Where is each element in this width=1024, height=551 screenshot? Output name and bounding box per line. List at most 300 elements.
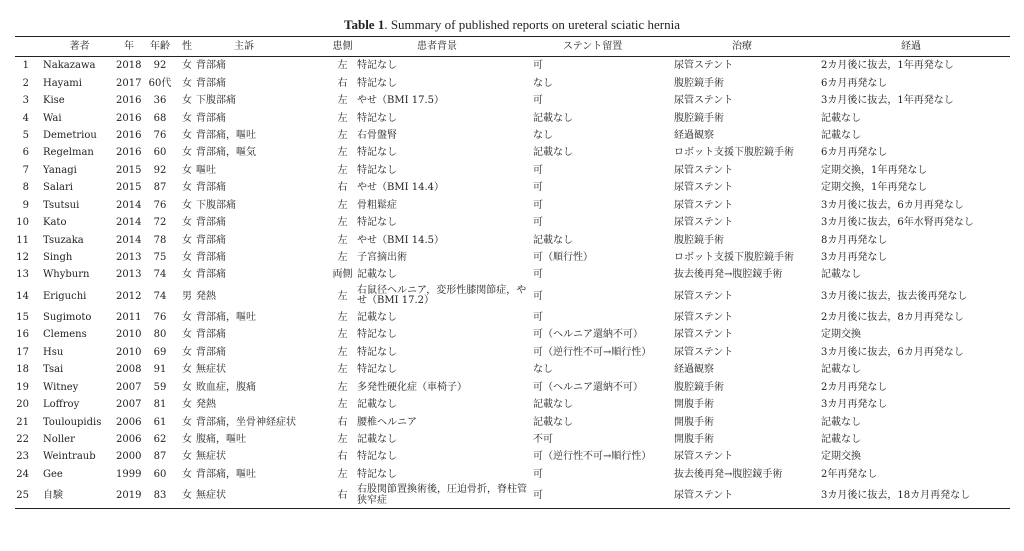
cell-course: 記載なし (821, 433, 861, 445)
cell-age: 72 (153, 217, 167, 229)
table-row (15, 144, 1010, 161)
cell-age: 74 (153, 269, 167, 281)
table-row (15, 284, 1010, 309)
cell-treatment: 尿管ステント (674, 346, 734, 358)
cell-sex: 女 (182, 468, 192, 480)
cell-no: 19 (16, 381, 29, 393)
cell-author: Yanagi (43, 164, 77, 176)
cell-author: Kato (43, 217, 67, 229)
cell-course: 記載なし (821, 364, 861, 376)
cell-background: 腰椎ヘルニア (357, 416, 417, 428)
cell-affected-side: 左 (337, 399, 348, 411)
cell-chief-complaint: 背部痛 (196, 269, 226, 281)
cell-no: 12 (16, 252, 29, 264)
cell-stent: 可 (533, 60, 543, 72)
cell-background: 特記なし (357, 468, 397, 480)
cell-age: 69 (153, 346, 167, 358)
cell-sex: 女 (182, 217, 192, 229)
table-row (15, 361, 1010, 378)
cell-age: 59 (153, 381, 167, 393)
cell-sex: 女 (182, 182, 192, 194)
cell-age: 83 (153, 490, 167, 502)
cell-treatment: 腹腔鏡手術 (674, 112, 724, 124)
cell-age: 62 (153, 433, 167, 445)
cell-year: 2018 (116, 60, 142, 72)
cell-author: Sugimoto (43, 311, 92, 323)
cell-chief-complaint: 背部痛 (196, 77, 226, 89)
cell-chief-complaint: 背部痛，坐骨神経症状 (196, 416, 296, 428)
cell-author: Noller (43, 433, 75, 445)
cell-age: 81 (153, 399, 167, 411)
cell-age: 76 (153, 129, 167, 141)
cell-treatment: 尿管ステント (674, 199, 734, 211)
cell-no: 25 (16, 490, 29, 502)
cell-course: 定期交換，1年再発なし (821, 164, 928, 176)
cell-affected-side: 左 (337, 433, 348, 445)
cell-author: Wai (43, 112, 62, 124)
cell-year: 2013 (116, 252, 142, 264)
table-caption-label: Table 1 (343, 17, 385, 32)
cell-stent: 可 (533, 182, 543, 194)
cell-treatment: 腹腔鏡手術 (674, 381, 724, 393)
cell-treatment: 抜去後再発→腹腔鏡手術 (674, 468, 783, 480)
cell-author: Regelman (43, 147, 94, 159)
header-year: 年 (124, 41, 134, 52)
cell-no: 8 (22, 182, 29, 194)
cell-no: 15 (16, 311, 29, 323)
cell-affected-side: 左 (337, 468, 348, 480)
cell-author: Hayami (43, 77, 82, 89)
cell-stent: 可 (533, 311, 543, 323)
cell-course: 6カ月再発なし (821, 147, 888, 159)
cell-no: 18 (16, 364, 29, 376)
cell-age: 87 (153, 451, 167, 463)
cell-author: Salari (43, 182, 73, 194)
cell-affected-side: 左 (337, 199, 348, 211)
cell-year: 2007 (116, 399, 142, 411)
cell-age: 36 (153, 95, 167, 107)
cell-year: 2012 (116, 290, 142, 302)
cell-sex: 女 (182, 234, 192, 246)
table-row (15, 344, 1010, 361)
cell-sex: 女 (182, 329, 192, 341)
cell-course: 3カ月後に抜去，6カ月再発なし (821, 346, 964, 358)
table-row (15, 74, 1010, 91)
cell-treatment: 経過観察 (674, 129, 714, 141)
table-row (15, 326, 1010, 343)
cell-stent: なし (533, 129, 553, 141)
cell-chief-complaint: 背部痛 (196, 60, 226, 72)
cell-stent: 不可 (533, 433, 553, 445)
table-row (15, 109, 1010, 126)
summary-table (15, 36, 1010, 509)
cell-course: 記載なし (821, 129, 861, 141)
cell-sex: 女 (182, 311, 192, 323)
cell-background: 記載なし (357, 433, 397, 445)
cell-stent: 記載なし (533, 234, 573, 246)
cell-chief-complaint: 発熱 (196, 290, 216, 302)
table-row (15, 127, 1010, 144)
cell-no: 21 (16, 416, 29, 428)
cell-course: 3カ月後に抜去，1年再発なし (821, 95, 954, 107)
cell-no: 4 (22, 112, 29, 124)
cell-sex: 女 (182, 199, 192, 211)
cell-author: 自験 (43, 490, 63, 502)
cell-age: 91 (153, 364, 167, 376)
cell-no: 24 (16, 468, 29, 480)
cell-no: 2 (22, 77, 29, 89)
cell-sex: 女 (182, 399, 192, 411)
cell-no: 5 (22, 129, 29, 141)
cell-year: 2016 (116, 112, 142, 124)
cell-background: 右股関節置換術後，圧迫骨折，脊柱管狭窄症 (357, 484, 527, 506)
cell-background: 記載なし (357, 269, 397, 281)
cell-stent: 可（逆行性不可→順行性） (533, 346, 652, 358)
cell-year: 2015 (116, 164, 142, 176)
cell-no: 7 (22, 164, 29, 176)
cell-background: 右骨盤腎 (357, 129, 397, 141)
cell-year: 2000 (116, 451, 142, 463)
cell-affected-side: 左 (337, 381, 348, 393)
cell-course: 8カ月再発なし (821, 234, 888, 246)
cell-course: 記載なし (821, 112, 861, 124)
cell-treatment: 尿管ステント (674, 290, 734, 302)
cell-treatment: 尿管ステント (674, 164, 734, 176)
cell-background: 右鼠径ヘルニア，変形性膝関節症，やせ（BMI 17.2） (357, 284, 527, 307)
cell-treatment: 尿管ステント (674, 217, 734, 229)
cell-sex: 女 (182, 77, 192, 89)
cell-sex: 女 (182, 164, 192, 176)
cell-affected-side: 右 (337, 182, 348, 194)
cell-stent: 記載なし (533, 399, 573, 411)
cell-treatment: 尿管ステント (674, 95, 734, 107)
cell-sex: 女 (182, 451, 192, 463)
cell-author: Nakazawa (43, 60, 96, 72)
cell-no: 11 (16, 234, 29, 246)
cell-sex: 男 (182, 290, 192, 302)
cell-course: 記載なし (821, 416, 861, 428)
table-row (15, 448, 1010, 465)
cell-course: 3カ月後に抜去，6カ月再発なし (821, 199, 964, 211)
cell-sex: 女 (182, 112, 192, 124)
header-background: 患者背景 (417, 41, 457, 52)
cell-sex: 女 (182, 346, 192, 358)
cell-no: 17 (16, 346, 29, 358)
cell-stent: 可 (533, 217, 543, 229)
cell-chief-complaint: 背部痛 (196, 217, 226, 229)
cell-author: Tsutsui (43, 199, 80, 211)
cell-affected-side: 両側 (332, 269, 353, 281)
cell-author: Tsuzaka (43, 234, 84, 246)
cell-year: 2011 (116, 311, 142, 323)
cell-stent: 可（逆行性不可→順行性） (533, 451, 652, 463)
cell-course: 定期交換，1年再発なし (821, 182, 928, 194)
cell-year: 2016 (116, 147, 142, 159)
cell-sex: 女 (182, 381, 192, 393)
cell-chief-complaint: 背部痛，嘔吐 (196, 468, 256, 480)
cell-treatment: 尿管ステント (674, 451, 734, 463)
cell-stent: なし (533, 77, 553, 89)
cell-course: 3カ月再発なし (821, 252, 888, 264)
table-row (15, 378, 1010, 395)
cell-background: やせ（BMI 17.5） (357, 95, 444, 107)
cell-affected-side: 右 (337, 77, 348, 89)
cell-affected-side: 左 (337, 290, 348, 302)
cell-treatment: 開腹手術 (674, 433, 714, 445)
cell-author: Witney (43, 381, 79, 393)
cell-chief-complaint: 背部痛，嘔気 (196, 147, 256, 159)
cell-stent: 記載なし (533, 112, 573, 124)
cell-course: 記載なし (821, 269, 861, 281)
cell-sex: 女 (182, 60, 192, 72)
cell-author: Singh (43, 252, 73, 264)
table-caption (0, 17, 1024, 33)
cell-treatment: ロボット支援下腹腔鏡手術 (674, 147, 794, 159)
cell-background: やせ（BMI 14.5） (357, 234, 444, 246)
cell-age: 92 (153, 164, 167, 176)
cell-background: 多発性硬化症（車椅子） (357, 381, 467, 393)
cell-author: Whyburn (43, 269, 90, 281)
table-row (15, 92, 1010, 109)
cell-sex: 女 (182, 364, 192, 376)
cell-author: Eriguchi (43, 290, 87, 302)
cell-course: 3カ月再発なし (821, 399, 888, 411)
cell-year: 2016 (116, 129, 142, 141)
cell-treatment: 開腹手術 (674, 416, 714, 428)
cell-background: 特記なし (357, 217, 397, 229)
cell-no: 20 (16, 399, 29, 411)
cell-chief-complaint: 発熱 (196, 399, 216, 411)
cell-chief-complaint: 腹痛，嘔吐 (196, 433, 246, 445)
table-row (15, 466, 1010, 483)
cell-sex: 女 (182, 490, 192, 502)
table-caption-text: . Summary of published reports on ureteral sciatic hernia (384, 17, 680, 32)
cell-treatment: 腹腔鏡手術 (674, 234, 724, 246)
cell-author: Loffroy (43, 399, 80, 411)
cell-treatment: 抜去後再発→腹腔鏡手術 (674, 269, 783, 281)
table-row (15, 396, 1010, 413)
cell-no: 22 (16, 433, 29, 445)
cell-stent: 可 (533, 95, 543, 107)
cell-sex: 女 (182, 416, 192, 428)
cell-course: 2カ月後に抜去，8カ月再発なし (821, 311, 964, 323)
cell-chief-complaint: 背部痛 (196, 234, 226, 246)
cell-affected-side: 右 (337, 416, 348, 428)
cell-treatment: 尿管ステント (674, 329, 734, 341)
cell-affected-side: 左 (337, 346, 348, 358)
cell-sex: 女 (182, 95, 192, 107)
cell-chief-complaint: 背部痛 (196, 112, 226, 124)
cell-treatment: 腹腔鏡手術 (674, 77, 724, 89)
cell-affected-side: 左 (337, 112, 348, 124)
cell-treatment: 尿管ステント (674, 182, 734, 194)
cell-treatment: 経過観察 (674, 364, 714, 376)
cell-chief-complaint: 背部痛 (196, 346, 226, 358)
cell-chief-complaint: 背部痛，嘔吐 (196, 311, 256, 323)
table-row (15, 309, 1010, 326)
cell-stent: 可（ヘルニア還納不可） (533, 329, 643, 341)
cell-author: Hsu (43, 346, 64, 358)
cell-author: Kise (43, 95, 65, 107)
table-header-row (15, 37, 1010, 57)
cell-no: 16 (16, 329, 29, 341)
header-affected-side: 患側 (332, 41, 353, 52)
cell-year: 2014 (116, 199, 142, 211)
cell-sex: 女 (182, 252, 192, 264)
cell-treatment: 開腹手術 (674, 399, 714, 411)
cell-background: 特記なし (357, 77, 397, 89)
cell-age: 60 (153, 468, 167, 480)
cell-year: 2019 (116, 490, 142, 502)
cell-affected-side: 左 (337, 164, 348, 176)
cell-background: 記載なし (357, 399, 397, 411)
cell-affected-side: 左 (337, 95, 348, 107)
cell-background: 骨粗鬆症 (357, 199, 397, 211)
cell-year: 2006 (116, 433, 142, 445)
cell-course: 定期交換 (821, 451, 861, 463)
cell-chief-complaint: 敗血症，腹痛 (196, 381, 256, 393)
cell-treatment: 尿管ステント (674, 490, 734, 502)
cell-affected-side: 左 (337, 129, 348, 141)
cell-background: 特記なし (357, 346, 397, 358)
cell-no: 1 (22, 60, 29, 72)
header-chief-complaint: 主訴 (234, 41, 254, 52)
header-age: 年齢 (150, 41, 170, 52)
cell-author: Weintraub (43, 451, 96, 463)
cell-author: Clemens (43, 329, 87, 341)
cell-chief-complaint: 背部痛 (196, 252, 226, 264)
cell-age: 60代 (148, 77, 172, 89)
cell-background: 特記なし (357, 164, 397, 176)
cell-year: 2013 (116, 269, 142, 281)
table-row (15, 266, 1010, 283)
cell-no: 10 (16, 217, 29, 229)
cell-age: 87 (153, 182, 167, 194)
cell-stent: 記載なし (533, 147, 573, 159)
table-row (15, 162, 1010, 179)
cell-treatment: 尿管ステント (674, 60, 734, 72)
cell-no: 9 (22, 199, 29, 211)
cell-age: 74 (153, 290, 167, 302)
cell-chief-complaint: 背部痛 (196, 329, 226, 341)
cell-course: 3カ月後に抜去，18カ月再発なし (821, 490, 971, 502)
cell-year: 2015 (116, 182, 142, 194)
cell-age: 68 (153, 112, 167, 124)
cell-stent: 記載なし (533, 416, 573, 428)
cell-stent: 可（順行性） (533, 252, 593, 264)
cell-year: 2007 (116, 381, 142, 393)
cell-no: 13 (16, 269, 29, 281)
table-row (15, 179, 1010, 196)
cell-author: Gee (43, 468, 63, 480)
cell-affected-side: 右 (337, 490, 348, 502)
cell-chief-complaint: 無症状 (196, 490, 226, 502)
cell-author: Demetriou (43, 129, 97, 141)
cell-affected-side: 左 (337, 234, 348, 246)
cell-chief-complaint: 背部痛，嘔吐 (196, 129, 256, 141)
cell-age: 76 (153, 311, 167, 323)
cell-age: 76 (153, 199, 167, 211)
cell-author: Tsai (43, 364, 64, 376)
cell-background: 子宮摘出術 (357, 252, 407, 264)
header-no (15, 37, 43, 57)
cell-stent: 可 (533, 490, 543, 502)
cell-chief-complaint: 下腹部痛 (196, 95, 236, 107)
table-row (15, 483, 1010, 509)
cell-no: 3 (22, 95, 29, 107)
cell-age: 80 (153, 329, 167, 341)
cell-no: 14 (16, 290, 29, 302)
cell-background: やせ（BMI 14.4） (357, 182, 444, 194)
cell-stent: 可（ヘルニア還納不可） (533, 381, 643, 393)
table-row (15, 57, 1010, 75)
cell-stent: 可 (533, 269, 543, 281)
cell-stent: 可 (533, 290, 543, 302)
cell-chief-complaint: 無症状 (196, 451, 226, 463)
cell-chief-complaint: 無症状 (196, 364, 226, 376)
cell-background: 特記なし (357, 329, 397, 341)
table-body (15, 57, 1010, 509)
cell-affected-side: 左 (337, 217, 348, 229)
cell-affected-side: 左 (337, 252, 348, 264)
header-author: 著者 (69, 41, 90, 52)
cell-year: 2008 (116, 364, 142, 376)
cell-treatment: 尿管ステント (674, 311, 734, 323)
cell-affected-side: 左 (337, 60, 348, 72)
cell-no: 6 (22, 147, 29, 159)
cell-chief-complaint: 嘔吐 (196, 164, 216, 176)
table-row (15, 413, 1010, 430)
cell-course: 2年再発なし (821, 468, 878, 480)
cell-age: 78 (153, 234, 167, 246)
cell-background: 特記なし (357, 451, 397, 463)
table-row (15, 231, 1010, 248)
table-row (15, 249, 1010, 266)
header-treatment: 治療 (732, 41, 752, 52)
table-row (15, 197, 1010, 214)
cell-age: 60 (153, 147, 167, 159)
cell-sex: 女 (182, 147, 192, 159)
cell-year: 2014 (116, 217, 142, 229)
cell-stent: 可 (533, 468, 543, 480)
cell-chief-complaint: 下腹部痛 (196, 199, 236, 211)
cell-sex: 女 (182, 269, 192, 281)
cell-author: Touloupidis (43, 416, 102, 428)
cell-year: 2014 (116, 234, 142, 246)
cell-no: 23 (16, 451, 29, 463)
cell-sex: 女 (182, 129, 192, 141)
cell-background: 特記なし (357, 60, 397, 72)
cell-year: 2006 (116, 416, 142, 428)
cell-background: 特記なし (357, 364, 397, 376)
table-row (15, 431, 1010, 448)
cell-affected-side: 左 (337, 311, 348, 323)
cell-year: 2017 (116, 77, 142, 89)
cell-treatment: ロボット支援下腹腔鏡手術 (674, 252, 794, 264)
cell-age: 92 (153, 60, 167, 72)
cell-stent: 可 (533, 164, 543, 176)
cell-background: 記載なし (357, 311, 397, 323)
cell-age: 75 (153, 252, 167, 264)
cell-affected-side: 左 (337, 147, 348, 159)
cell-year: 2010 (116, 346, 142, 358)
header-course: 経過 (901, 41, 921, 52)
cell-course: 6カ月再発なし (821, 77, 888, 89)
cell-background: 特記なし (357, 147, 397, 159)
cell-stent: 可 (533, 199, 543, 211)
cell-year: 2010 (116, 329, 142, 341)
cell-course: 定期交換 (821, 329, 861, 341)
